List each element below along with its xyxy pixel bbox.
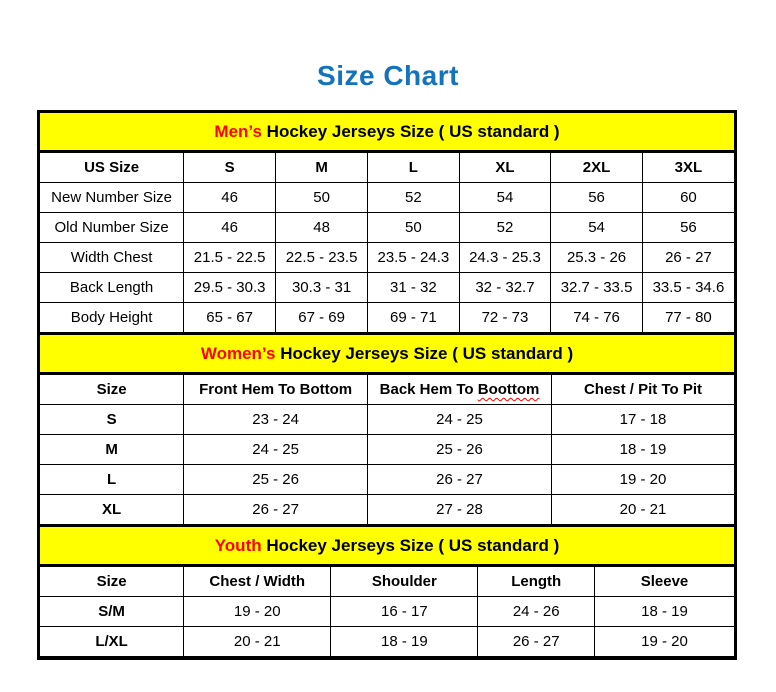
value-cell: 46 [184, 213, 276, 243]
value-cell: 19 - 20 [184, 597, 331, 627]
value-cell: 24.3 - 25.3 [459, 243, 551, 273]
mens-header-row [40, 153, 734, 183]
header-cell: XL [459, 153, 551, 183]
value-cell: 72 - 73 [459, 303, 551, 333]
value-cell: 26 - 27 [368, 465, 552, 495]
value-cell: 56 [642, 213, 734, 243]
section-title-text: Hockey Jerseys Size ( US standard ) [261, 121, 560, 141]
section-title-mens [40, 113, 734, 152]
table-row [40, 597, 734, 627]
header-cell: Sleeve [594, 567, 734, 597]
value-cell: 18 - 19 [594, 597, 734, 627]
value-cell: 54 [459, 183, 551, 213]
value-cell: 19 - 20 [551, 465, 734, 495]
youth-header-row [40, 567, 734, 597]
header-cell: Front Hem To Bottom [184, 375, 368, 405]
value-cell: 26 - 27 [642, 243, 734, 273]
page-title: Size Chart [317, 60, 459, 91]
table-row [40, 465, 734, 495]
header-cell-text: Back Hem To [379, 381, 478, 398]
size-chart-table [37, 110, 737, 660]
value-cell: 24 - 26 [478, 597, 595, 627]
value-cell: 18 - 19 [551, 435, 734, 465]
value-cell: 60 [642, 183, 734, 213]
value-cell: 24 - 25 [184, 435, 368, 465]
header-cell: M [276, 153, 368, 183]
misspelled-word: Boottom [477, 381, 540, 398]
row-label-cell: XL [40, 495, 184, 525]
value-cell: 25.3 - 26 [551, 243, 643, 273]
row-label-cell: Back Length [40, 273, 184, 303]
value-cell: 16 - 17 [331, 597, 478, 627]
table-row [40, 273, 734, 303]
header-cell: Chest / Pit To Pit [551, 375, 734, 405]
section-title-womens [40, 333, 734, 374]
value-cell: 25 - 26 [368, 435, 552, 465]
row-label-cell: Width Chest [40, 243, 184, 273]
value-cell: 56 [551, 183, 643, 213]
header-cell: US Size [40, 153, 184, 183]
value-cell: 32.7 - 33.5 [551, 273, 643, 303]
value-cell: 48 [276, 213, 368, 243]
value-cell: 20 - 21 [551, 495, 734, 525]
value-cell: 32 - 32.7 [459, 273, 551, 303]
table-row [40, 405, 734, 435]
row-label-cell: Old Number Size [40, 213, 184, 243]
value-cell: 20 - 21 [184, 627, 331, 657]
value-cell: 30.3 - 31 [276, 273, 368, 303]
mens-table [40, 152, 734, 333]
header-cell: L [368, 153, 460, 183]
youth-table [40, 566, 734, 657]
section-title-highlight: Men’s [214, 121, 262, 141]
value-cell: 27 - 28 [368, 495, 552, 525]
value-cell: 21.5 - 22.5 [184, 243, 276, 273]
womens-header-row [40, 375, 734, 405]
value-cell: 25 - 26 [184, 465, 368, 495]
value-cell: 74 - 76 [551, 303, 643, 333]
value-cell: 22.5 - 23.5 [276, 243, 368, 273]
value-cell: 69 - 71 [368, 303, 460, 333]
header-cell: Length [478, 567, 595, 597]
value-cell: 26 - 27 [478, 627, 595, 657]
header-cell: Size [40, 375, 184, 405]
value-cell: 31 - 32 [368, 273, 460, 303]
table-row [40, 495, 734, 525]
header-cell: 2XL [551, 153, 643, 183]
row-label-cell: S [40, 405, 184, 435]
table-row [40, 213, 734, 243]
value-cell: 65 - 67 [184, 303, 276, 333]
value-cell: 26 - 27 [184, 495, 368, 525]
value-cell: 67 - 69 [276, 303, 368, 333]
value-cell: 23 - 24 [184, 405, 368, 435]
value-cell: 33.5 - 34.6 [642, 273, 734, 303]
value-cell: 18 - 19 [331, 627, 478, 657]
table-row [40, 183, 734, 213]
section-title-highlight: Youth [214, 535, 262, 555]
row-label-cell: L [40, 465, 184, 495]
section-title-text: Hockey Jerseys Size ( US standard ) [261, 535, 560, 555]
value-cell: 50 [368, 213, 460, 243]
table-row [40, 303, 734, 333]
table-row [40, 435, 734, 465]
row-label-cell: M [40, 435, 184, 465]
womens-table [40, 374, 734, 525]
value-cell: 54 [551, 213, 643, 243]
section-title-youth [40, 525, 734, 566]
header-cell: Chest / Width [184, 567, 331, 597]
header-cell: Shoulder [331, 567, 478, 597]
value-cell: 29.5 - 30.3 [184, 273, 276, 303]
header-cell: S [184, 153, 276, 183]
row-label-cell: New Number Size [40, 183, 184, 213]
section-title-text: Hockey Jerseys Size ( US standard ) [275, 343, 574, 363]
value-cell: 19 - 20 [594, 627, 734, 657]
value-cell: 23.5 - 24.3 [368, 243, 460, 273]
section-title-highlight: Women’s [200, 343, 276, 363]
table-row [40, 627, 734, 657]
row-label-cell: Body Height [40, 303, 184, 333]
value-cell: 52 [459, 213, 551, 243]
row-label-cell: L/XL [40, 627, 184, 657]
header-cell [368, 375, 552, 405]
header-cell: Size [40, 567, 184, 597]
row-label-cell: S/M [40, 597, 184, 627]
value-cell: 52 [368, 183, 460, 213]
value-cell: 77 - 80 [642, 303, 734, 333]
value-cell: 50 [276, 183, 368, 213]
value-cell: 46 [184, 183, 276, 213]
value-cell: 17 - 18 [551, 405, 734, 435]
value-cell: 24 - 25 [368, 405, 552, 435]
header-cell: 3XL [642, 153, 734, 183]
table-row [40, 243, 734, 273]
